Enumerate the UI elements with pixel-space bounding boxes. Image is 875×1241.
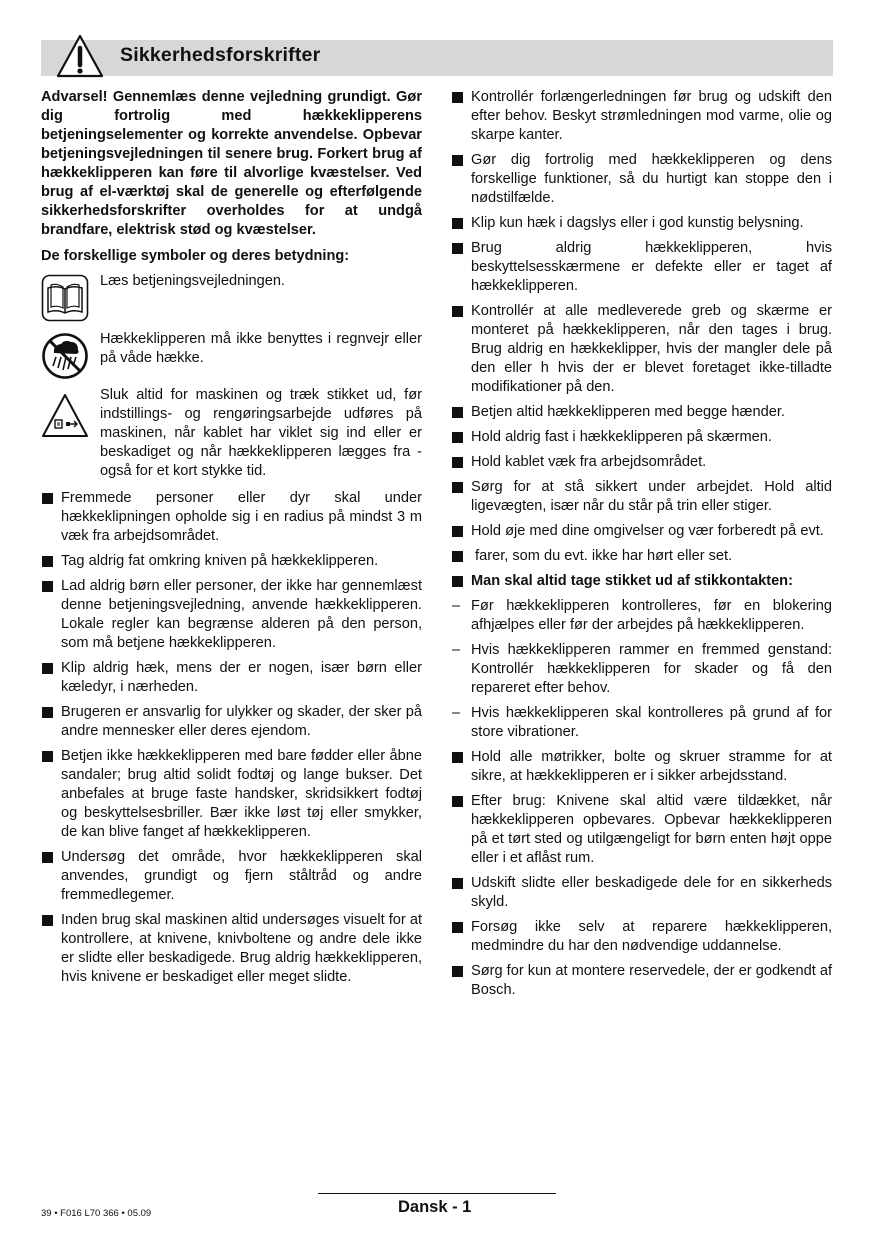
section-header <box>41 40 833 76</box>
list-item <box>451 403 832 422</box>
symbols-heading: De forskellige symboler og deres betydning: <box>41 248 350 264</box>
list-item-text: Inden brug skal maskinen altid undersøges visuelt for at kontrollere, at knivene, knivboltene og andre dele ikke er slidte eller beskadigede. Brug aldrig hækkeklipperen, hvis knivene er beskadiget eller meget slidte. <box>61 912 422 985</box>
list-item-bold <box>451 572 832 591</box>
bullet-icon <box>42 581 53 592</box>
list-item <box>41 848 422 905</box>
document-code: 39 • F016 L70 366 • 05.09 <box>41 1208 152 1219</box>
right-column <box>451 88 832 1006</box>
bullet-icon <box>42 751 53 762</box>
bullet-icon <box>452 966 463 977</box>
bullet-icon <box>452 482 463 493</box>
dash-item <box>451 597 832 635</box>
warning-intro: Advarsel! Gennemlæs denne vejledning grundigt. Gør dig fortrolig med hækkeklipperens betjeningselementer og korrekte anvendelse. Opbevar betjeningsvejledningen til senere brug. Forkert brug af hækkeklipperen kan føre til alvorlige kvæstelser. Ved brug af el-værktøj skal de generelle og efterfølgende sikkerhedsforskrifter overholdes for at undgå brandfare, elektrisk stød og kvæstelser. <box>41 89 422 238</box>
list-item-text: Undersøg det område, hvor hækkeklipperen skal anvendes, grundigt og fjern ståltråd og andre fremmedlegemer. <box>61 849 422 903</box>
dash-marker: – <box>452 705 461 721</box>
list-item <box>451 874 832 912</box>
page-number: Dansk - 1 <box>398 1198 472 1216</box>
symbol-text: Læs betjeningsvejledningen. <box>100 273 285 289</box>
dash-marker: – <box>452 598 461 614</box>
list-item-text: Betjen ikke hækkeklipperen med bare fødder eller åbne sandaler; brug altid solidt fodtøj og lange bukser. Det anbefales at bruge faste handsker, skridsikkert fodtøj og beskyttelsesbriller. Bær ikke løst tøj eller smykker, de kan blive fanget af hækkeklipperen. <box>61 748 422 840</box>
bullet-icon <box>42 707 53 718</box>
list-item-text: Kontrollér forlængerledningen før brug og udskift den efter behov. Beskyt strømledningen mod varme, olie og skarpe kanter. <box>471 89 832 143</box>
list-item-text: Sørg for kun at montere reservedele, der er godkendt af Bosch. <box>471 963 832 998</box>
read-manual-icon <box>41 274 89 322</box>
bullet-icon <box>42 663 53 674</box>
list-item-text: Gør dig fortrolig med hækkeklipperen og dens forskellige funktioner, så du hurtigt kan stoppe den i nødstilfælde. <box>471 152 832 206</box>
dash-item <box>451 704 832 742</box>
list-item-text: farer, som du evt. ikke har hørt eller set. <box>471 548 733 564</box>
bullet-icon <box>42 493 53 504</box>
list-item-text: Man skal altid tage stikket ud af stikkontakten: <box>471 573 793 589</box>
list-item-text: Hvis hækkeklipperen rammer en fremmed genstand: Kontrollér hækkeklipperen for skader og få den repareret efter behov. <box>471 642 832 696</box>
list-item <box>451 547 832 566</box>
warning-triangle-icon <box>55 33 105 79</box>
bullet-icon <box>42 852 53 863</box>
list-item <box>451 792 832 868</box>
list-item <box>451 214 832 233</box>
page-title: Sikkerhedsforskrifter <box>120 44 321 66</box>
bullet-icon <box>42 915 53 926</box>
no-rain-icon <box>41 332 89 380</box>
list-item-text: Brugeren er ansvarlig for ulykker og skader, der sker på andre mennesker eller deres ejendom. <box>61 704 422 739</box>
list-item-text: Lad aldrig børn eller personer, der ikke har gennemlæst denne betjeningsvejledning, anvende hækkeklipperen. Lokale regler kan begrænse alderen på den person, som må betjene hækkeklipperen. <box>61 578 422 651</box>
bullet-icon <box>452 218 463 229</box>
symbol-read-manual <box>41 272 422 322</box>
list-item <box>41 659 422 697</box>
bullet-icon <box>452 796 463 807</box>
unplug-warning-icon <box>41 392 89 440</box>
symbol-unplug-warning <box>41 386 422 481</box>
dash-marker: – <box>452 642 461 658</box>
bullet-icon <box>452 752 463 763</box>
list-item-text: Efter brug: Knivene skal altid være tildækket, når hækkeklipperen opbevares. Opbevar hækkeklipperen på et tørt sted og utilgængeligt for børn enten højt oppe eller i et aflåst rum. <box>471 793 832 866</box>
bullet-icon <box>452 155 463 166</box>
list-item <box>41 577 422 653</box>
list-item <box>451 748 832 786</box>
list-item <box>451 302 832 397</box>
list-item <box>451 962 832 1000</box>
bullet-icon <box>452 526 463 537</box>
list-item-text: Hold kablet væk fra arbejdsområdet. <box>471 454 707 470</box>
symbol-text: Hækkeklipperen må ikke benyttes i regnvejr eller på våde hække. <box>100 331 422 366</box>
list-item-text: Brug aldrig hækkeklipperen, hvis beskyttelsesskærmene er defekte eller er taget af hækkeklipperen. <box>471 240 832 294</box>
bullet-icon <box>452 576 463 587</box>
list-item-text: Betjen altid hækkeklipperen med begge hænder. <box>471 404 785 420</box>
dash-item <box>451 641 832 698</box>
list-item <box>451 478 832 516</box>
symbol-no-rain <box>41 330 422 378</box>
bullet-icon <box>452 243 463 254</box>
list-item <box>451 428 832 447</box>
symbol-text: Sluk altid for maskinen og træk stikket ud, før indstillings- og rengøringsarbejde udføres på maskinen, når kablet har viklet sig ind eller er beskadiget og når hækkeklipperen lægges fra - også for et kort stykke tid. <box>100 387 422 479</box>
footer-divider <box>318 1193 556 1194</box>
list-item-text: Hold alle møtrikker, bolte og skruer stramme for at sikre, at hækkeklipperen er i sikker arbejdsstand. <box>471 749 832 784</box>
list-item-text: Hvis hækkeklipperen skal kontrolleres på grund af for store vibrationer. <box>471 705 832 740</box>
list-item <box>451 88 832 145</box>
list-item-text: Tag aldrig fat omkring kniven på hækkeklipperen. <box>61 553 379 569</box>
list-item-text: Fremmede personer eller dyr skal under hækkeklipningen opholde sig i en radius på mindst 3 m væk fra arbejdsområdet. <box>61 490 422 544</box>
left-column <box>41 88 422 993</box>
list-item-text: Før hækkeklipperen kontrolleres, før en blokering afhjælpes eller før der arbejdes på hækkeklipperen. <box>471 598 832 633</box>
list-item-text: Udskift slidte eller beskadigede dele for en sikkerheds skyld. <box>471 875 832 910</box>
list-item-text: Klip aldrig hæk, mens der er nogen, især børn eller kæledyr, i nærheden. <box>61 660 422 695</box>
list-item-text: Klip kun hæk i dagslys eller i god kunstig belysning. <box>471 215 804 231</box>
bullet-icon <box>452 878 463 889</box>
list-item <box>41 552 422 571</box>
list-item-text: Sørg for at stå sikkert under arbejdet. Hold altid ligevægten, især når du står på trin eller stiger. <box>471 479 832 514</box>
list-item-text: Forsøg ikke selv at reparere hækkeklipperen, medmindre du har den nødvendige uddannelse. <box>471 919 832 954</box>
list-item <box>41 489 422 546</box>
list-item <box>41 703 422 741</box>
bullet-icon <box>452 432 463 443</box>
bullet-icon <box>452 92 463 103</box>
bullet-icon <box>42 556 53 567</box>
bullet-icon <box>452 551 463 562</box>
list-item-text: Hold aldrig fast i hækkeklipperen på skærmen. <box>471 429 772 445</box>
bullet-icon <box>452 306 463 317</box>
list-item <box>451 239 832 296</box>
bullet-icon <box>452 457 463 468</box>
list-item <box>41 911 422 987</box>
list-item-text: Kontrollér at alle medleverede greb og skærme er monteret på hækkeklipperen, når den tages i brug. Brug aldrig en hækkeklipper, hvis der mangler dele på den eller h hvis der er blevet foretaget ikke-tilladte modifikationer på den. <box>471 303 832 395</box>
list-item <box>451 522 832 541</box>
bullet-icon <box>452 407 463 418</box>
bullet-icon <box>452 922 463 933</box>
list-item <box>451 151 832 208</box>
list-item <box>41 747 422 842</box>
list-item <box>451 918 832 956</box>
list-item-text: Hold øje med dine omgivelser og vær forberedt på evt. <box>471 523 824 539</box>
list-item <box>451 453 832 472</box>
